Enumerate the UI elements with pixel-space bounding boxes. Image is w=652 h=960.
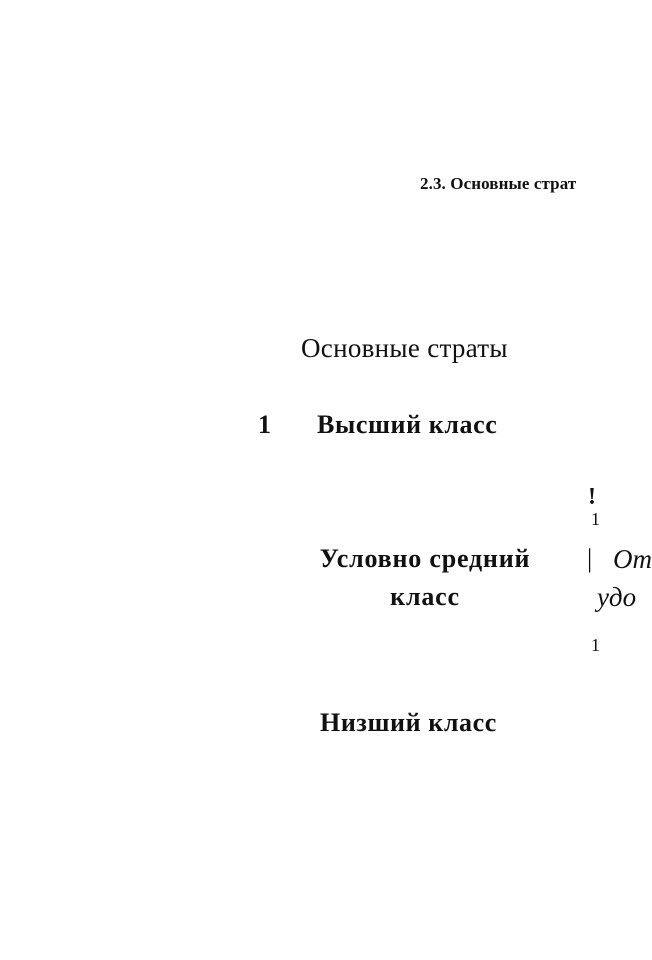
- stratum-lower-class: Низший класс: [320, 708, 497, 737]
- italic-text-line-1: От: [613, 544, 652, 574]
- marker-top: 1: [591, 509, 600, 529]
- stratum-upper-class: Высший класс: [317, 410, 498, 439]
- vertical-bar-mark: |: [587, 544, 593, 573]
- marker-bottom: 1: [591, 635, 600, 655]
- section-heading: 2.3. Основные страт: [420, 174, 577, 193]
- row-number: 1: [258, 410, 271, 439]
- table-column-header: Основные страты: [301, 333, 508, 363]
- stratum-middle-class: Условно средний класс: [319, 544, 531, 611]
- italic-text-line-2: удо: [597, 582, 637, 612]
- exclamation-mark: !: [588, 484, 596, 510]
